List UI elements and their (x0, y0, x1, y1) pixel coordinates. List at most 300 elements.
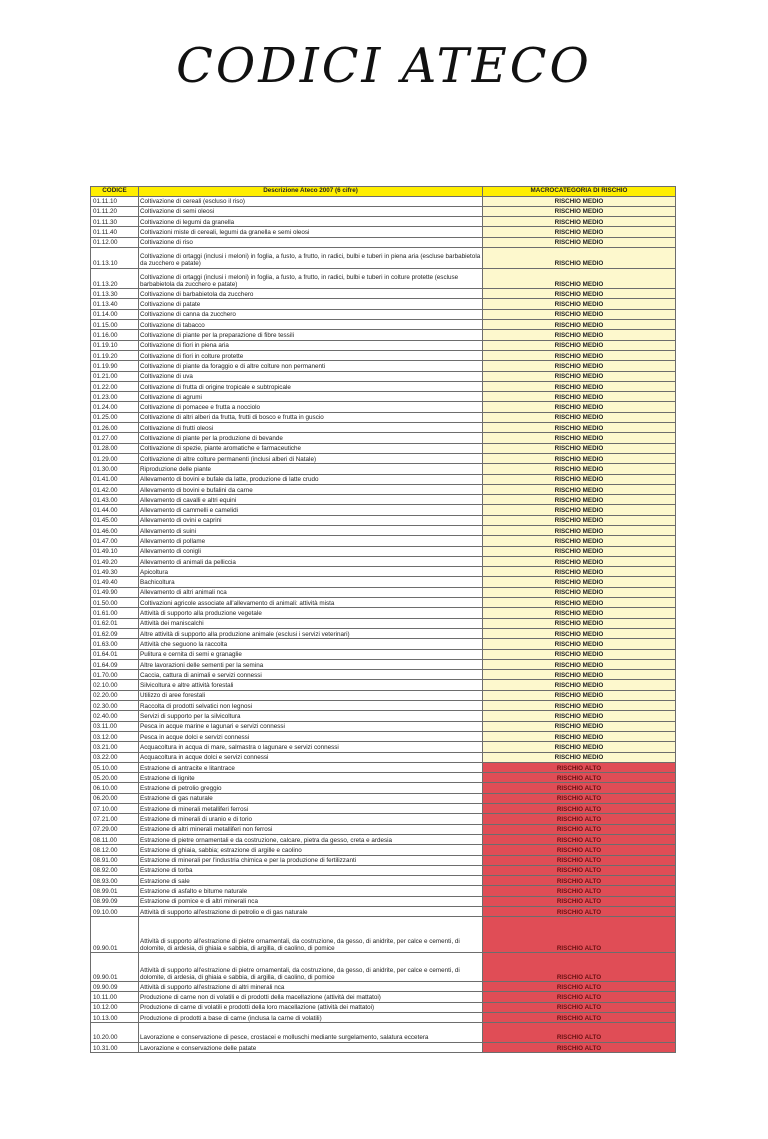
cell-codice: 01.22.00 (91, 381, 139, 391)
table-row (91, 711, 676, 721)
cell-codice: 01.11.30 (91, 217, 139, 227)
cell-codice: 01.29.00 (91, 453, 139, 463)
table-row (91, 742, 676, 752)
cell-rischio: RISCHIO ALTO (483, 1013, 676, 1023)
table-row (91, 289, 676, 299)
cell-codice: 01.25.00 (91, 412, 139, 422)
cell-rischio: RISCHIO MEDIO (483, 320, 676, 330)
cell-codice: 01.61.00 (91, 608, 139, 618)
cell-descrizione: Estrazione di sale (139, 876, 483, 886)
table-row (91, 1002, 676, 1012)
cell-codice: 01.30.00 (91, 464, 139, 474)
table-row (91, 495, 676, 505)
cell-codice: 01.70.00 (91, 670, 139, 680)
cell-rischio: RISCHIO ALTO (483, 773, 676, 783)
cell-rischio: RISCHIO MEDIO (483, 495, 676, 505)
cell-descrizione: Altre attività di supporto alla produzione animale (esclusi i servizi veterinari) (139, 628, 483, 638)
cell-descrizione: Coltivazione di ortaggi (inclusi i meloni) in foglia, a fusto, a frutto, in radici, bulbi e tuberi in colture protette (escluse barbabietola da zucchero e patate) (139, 268, 483, 289)
table-row (91, 639, 676, 649)
cell-descrizione: Coltivazione di tabacco (139, 320, 483, 330)
cell-descrizione: Allevamento di cammelli e camelidi (139, 505, 483, 515)
cell-codice: 01.42.00 (91, 484, 139, 494)
cell-rischio: RISCHIO MEDIO (483, 433, 676, 443)
cell-codice: 08.12.00 (91, 845, 139, 855)
cell-rischio: RISCHIO MEDIO (483, 618, 676, 628)
cell-codice: 01.26.00 (91, 423, 139, 433)
cell-descrizione: Produzione di prodotti a base di carne (inclusa la carne di volatili) (139, 1013, 483, 1023)
table-row (91, 845, 676, 855)
table-row (91, 268, 676, 289)
cell-descrizione: Coltivazione di frutta di origine tropicale e subtropicale (139, 381, 483, 391)
cell-rischio: RISCHIO MEDIO (483, 711, 676, 721)
cell-rischio: RISCHIO MEDIO (483, 371, 676, 381)
cell-rischio: RISCHIO ALTO (483, 886, 676, 896)
cell-rischio: RISCHIO MEDIO (483, 443, 676, 453)
cell-codice: 01.15.00 (91, 320, 139, 330)
table-row (91, 608, 676, 618)
cell-descrizione: Allevamento di conigli (139, 546, 483, 556)
cell-descrizione: Altre lavorazioni delle sementi per la semina (139, 659, 483, 669)
table-row (91, 546, 676, 556)
cell-descrizione: Coltivazione di piante per la produzione di bevande (139, 433, 483, 443)
cell-codice: 08.91.00 (91, 855, 139, 865)
cell-codice: 01.21.00 (91, 371, 139, 381)
cell-rischio: RISCHIO MEDIO (483, 350, 676, 360)
cell-codice: 10.20.00 (91, 1023, 139, 1043)
table-row (91, 536, 676, 546)
cell-rischio: RISCHIO MEDIO (483, 412, 676, 422)
cell-rischio: RISCHIO MEDIO (483, 381, 676, 391)
table-row (91, 1023, 676, 1043)
table-row (91, 577, 676, 587)
table-row (91, 701, 676, 711)
cell-descrizione: Coltivazione di barbabietola da zucchero (139, 289, 483, 299)
cell-descrizione: Attività che seguono la raccolta (139, 639, 483, 649)
cell-codice: 07.10.00 (91, 804, 139, 814)
cell-rischio: RISCHIO MEDIO (483, 402, 676, 412)
table-row (91, 618, 676, 628)
cell-rischio: RISCHIO MEDIO (483, 731, 676, 741)
table-row (91, 886, 676, 896)
table-row (91, 628, 676, 638)
cell-codice: 01.49.90 (91, 587, 139, 597)
table-row (91, 587, 676, 597)
table-row (91, 731, 676, 741)
cell-descrizione: Attività di supporto all'estrazione di pietre ornamentali, da costruzione, da gesso, di anidrite, per calce e cementi, di dolomite, di ardesia, di ghiaia e sabbia, di argilla, di caolino, di pomice (139, 953, 483, 982)
cell-codice: 01.23.00 (91, 392, 139, 402)
cell-descrizione: Attività di supporto all'estrazione di petrolio e di gas naturale (139, 906, 483, 916)
cell-rischio: RISCHIO MEDIO (483, 526, 676, 536)
cell-rischio: RISCHIO MEDIO (483, 670, 676, 680)
table-row (91, 1013, 676, 1023)
cell-descrizione: Bachicoltura (139, 577, 483, 587)
cell-rischio: RISCHIO MEDIO (483, 474, 676, 484)
cell-rischio: RISCHIO MEDIO (483, 309, 676, 319)
cell-codice: 09.90.01 (91, 917, 139, 953)
cell-codice: 06.10.00 (91, 783, 139, 793)
page-title: CODICI ATECO (176, 38, 592, 94)
table-row (91, 464, 676, 474)
cell-codice: 01.64.01 (91, 649, 139, 659)
cell-codice: 08.99.09 (91, 896, 139, 906)
cell-rischio: RISCHIO ALTO (483, 824, 676, 834)
cell-descrizione: Coltivazione di fiori in colture protette (139, 350, 483, 360)
cell-codice: 01.46.00 (91, 526, 139, 536)
table-row (91, 412, 676, 422)
cell-codice: 02.10.00 (91, 680, 139, 690)
cell-descrizione: Utilizzo di aree forestali (139, 690, 483, 700)
cell-descrizione: Pesca in acque dolci e servizi connessi (139, 731, 483, 741)
table-row (91, 320, 676, 330)
cell-rischio: RISCHIO MEDIO (483, 721, 676, 731)
cell-codice: 01.28.00 (91, 443, 139, 453)
cell-rischio: RISCHIO MEDIO (483, 701, 676, 711)
cell-rischio: RISCHIO ALTO (483, 1002, 676, 1012)
cell-descrizione: Coltivazione di altre colture permanenti (inclusi alberi di Natale) (139, 453, 483, 463)
cell-rischio: RISCHIO MEDIO (483, 340, 676, 350)
cell-rischio: RISCHIO ALTO (483, 992, 676, 1002)
cell-codice: 01.43.00 (91, 495, 139, 505)
table-row (91, 474, 676, 484)
cell-rischio: RISCHIO MEDIO (483, 556, 676, 566)
cell-descrizione: Servizi di supporto per la silvicoltura (139, 711, 483, 721)
cell-rischio: RISCHIO MEDIO (483, 196, 676, 206)
table-row (91, 982, 676, 992)
cell-descrizione: Coltivazione di uva (139, 371, 483, 381)
cell-rischio: RISCHIO ALTO (483, 982, 676, 992)
cell-descrizione: Apicoltura (139, 567, 483, 577)
cell-codice: 02.30.00 (91, 701, 139, 711)
cell-descrizione: Attività di supporto alla produzione vegetale (139, 608, 483, 618)
cell-descrizione: Coltivazione di cereali (escluso il riso) (139, 196, 483, 206)
table-row (91, 423, 676, 433)
cell-rischio: RISCHIO MEDIO (483, 237, 676, 247)
cell-rischio: RISCHIO MEDIO (483, 299, 676, 309)
cell-descrizione: Allevamento di bovini e bufalini da carne (139, 484, 483, 494)
cell-codice: 01.49.40 (91, 577, 139, 587)
cell-codice: 01.24.00 (91, 402, 139, 412)
cell-codice: 01.19.10 (91, 340, 139, 350)
cell-descrizione: Pulitura e cernita di semi e granaglie (139, 649, 483, 659)
cell-descrizione: Coltivazione di spezie, piante aromatiche e farmaceutiche (139, 443, 483, 453)
cell-codice: 01.12.00 (91, 237, 139, 247)
cell-descrizione: Coltivazione di frutti oleosi (139, 423, 483, 433)
cell-descrizione: Estrazione di altri minerali metalliferi non ferrosi (139, 824, 483, 834)
cell-rischio: RISCHIO MEDIO (483, 659, 676, 669)
cell-codice: 08.99.01 (91, 886, 139, 896)
cell-descrizione: Estrazione di lignite (139, 773, 483, 783)
cell-rischio: RISCHIO MEDIO (483, 628, 676, 638)
cell-rischio: RISCHIO MEDIO (483, 567, 676, 577)
cell-descrizione: Allevamento di altri animali nca (139, 587, 483, 597)
cell-rischio: RISCHIO ALTO (483, 953, 676, 982)
cell-descrizione: Allevamento di animali da pelliccia (139, 556, 483, 566)
cell-rischio: RISCHIO MEDIO (483, 361, 676, 371)
cell-descrizione: Caccia, cattura di animali e servizi connessi (139, 670, 483, 680)
cell-descrizione: Coltivazione di legumi da granella (139, 217, 483, 227)
cell-descrizione: Acquacoltura in acqua di mare, salmastra o lagunare e servizi connessi (139, 742, 483, 752)
table-row (91, 443, 676, 453)
cell-descrizione: Allevamento di ovini e caprini (139, 515, 483, 525)
cell-descrizione: Coltivazione di ortaggi (inclusi i meloni) in foglia, a fusto, a frutto, in radici, bulbi e tuberi in piena aria (escluse barbabietola da zucchero e patate) (139, 247, 483, 268)
cell-descrizione: Estrazione di antracite e litantrace (139, 762, 483, 772)
cell-rischio: RISCHIO MEDIO (483, 453, 676, 463)
header-codice: CODICE (91, 187, 139, 197)
cell-codice: 07.21.00 (91, 814, 139, 824)
cell-rischio: RISCHIO ALTO (483, 906, 676, 916)
cell-descrizione: Allevamento di suini (139, 526, 483, 536)
table-row (91, 876, 676, 886)
cell-codice: 10.13.00 (91, 1013, 139, 1023)
cell-rischio: RISCHIO MEDIO (483, 206, 676, 216)
table-body (91, 196, 676, 1053)
cell-codice: 01.11.40 (91, 227, 139, 237)
table-row (91, 917, 676, 953)
cell-rischio: RISCHIO MEDIO (483, 680, 676, 690)
table-row (91, 526, 676, 536)
table-row (91, 721, 676, 731)
cell-rischio: RISCHIO MEDIO (483, 227, 676, 237)
cell-codice: 01.13.30 (91, 289, 139, 299)
table-row (91, 752, 676, 762)
cell-rischio: RISCHIO MEDIO (483, 587, 676, 597)
cell-descrizione: Estrazione di minerali di uranio e di torio (139, 814, 483, 824)
table-row (91, 804, 676, 814)
cell-codice: 01.62.09 (91, 628, 139, 638)
table-row (91, 299, 676, 309)
cell-descrizione: Estrazione di pomice e di altri minerali nca (139, 896, 483, 906)
cell-descrizione: Estrazione di gas naturale (139, 793, 483, 803)
cell-codice: 08.92.00 (91, 865, 139, 875)
table-row (91, 227, 676, 237)
table-row (91, 670, 676, 680)
cell-rischio: RISCHIO MEDIO (483, 598, 676, 608)
cell-rischio: RISCHIO ALTO (483, 855, 676, 865)
cell-descrizione: Allevamento di bovini e bufale da latte, produzione di latte crudo (139, 474, 483, 484)
table-row (91, 793, 676, 803)
cell-codice: 01.11.20 (91, 206, 139, 216)
cell-codice: 01.13.20 (91, 268, 139, 289)
cell-rischio: RISCHIO MEDIO (483, 268, 676, 289)
table-row (91, 237, 676, 247)
cell-descrizione: Coltivazione di altri alberi da frutta, frutti di bosco e frutta in guscio (139, 412, 483, 422)
table-row (91, 953, 676, 982)
cell-rischio: RISCHIO MEDIO (483, 505, 676, 515)
cell-descrizione: Estrazione di torba (139, 865, 483, 875)
cell-descrizione: Acquacoltura in acque dolci e servizi connessi (139, 752, 483, 762)
table-row (91, 824, 676, 834)
cell-descrizione: Attività di supporto all'estrazione di pietre ornamentali, da costruzione, da gesso, di anidrite, per calce e cementi, di dolomite, di ardesia, di ghiaia e sabbia, di argilla, di caolino, di pomice (139, 917, 483, 953)
cell-descrizione: Coltivazione di semi oleosi (139, 206, 483, 216)
cell-codice: 02.40.00 (91, 711, 139, 721)
cell-rischio: RISCHIO MEDIO (483, 639, 676, 649)
cell-codice: 01.27.00 (91, 433, 139, 443)
cell-codice: 10.11.00 (91, 992, 139, 1002)
cell-descrizione: Coltivazioni agricole associate all'allevamento di animali: attività mista (139, 598, 483, 608)
table-row (91, 484, 676, 494)
table-row (91, 690, 676, 700)
table-row (91, 309, 676, 319)
cell-rischio: RISCHIO MEDIO (483, 536, 676, 546)
cell-descrizione: Coltivazione di piante da foraggio e di altre colture non permanenti (139, 361, 483, 371)
cell-rischio: RISCHIO ALTO (483, 1023, 676, 1043)
cell-codice: 01.63.00 (91, 639, 139, 649)
table-row (91, 649, 676, 659)
table-row (91, 814, 676, 824)
cell-descrizione: Estrazione di minerali per l'industria chimica e per la produzione di fertilizzanti (139, 855, 483, 865)
cell-codice: 01.19.90 (91, 361, 139, 371)
table-row (91, 196, 676, 206)
table-row (91, 371, 676, 381)
table-row (91, 855, 676, 865)
cell-descrizione: Lavorazione e conservazione di pesce, crostacei e molluschi mediante surgelamento, salatura eccetera (139, 1023, 483, 1043)
cell-descrizione: Allevamento di pollame (139, 536, 483, 546)
cell-descrizione: Pesca in acque marine e lagunari e servizi connessi (139, 721, 483, 731)
cell-rischio: RISCHIO ALTO (483, 762, 676, 772)
cell-codice: 01.14.00 (91, 309, 139, 319)
cell-rischio: RISCHIO MEDIO (483, 484, 676, 494)
cell-codice: 01.45.00 (91, 515, 139, 525)
cell-codice: 09.90.09 (91, 982, 139, 992)
cell-descrizione: Estrazione di ghiaia, sabbia; estrazione di argille e caolino (139, 845, 483, 855)
cell-rischio: RISCHIO MEDIO (483, 742, 676, 752)
cell-codice: 01.13.40 (91, 299, 139, 309)
cell-codice: 08.93.00 (91, 876, 139, 886)
cell-codice: 05.20.00 (91, 773, 139, 783)
cell-codice: 01.13.10 (91, 247, 139, 268)
table-row (91, 433, 676, 443)
cell-codice: 03.22.00 (91, 752, 139, 762)
cell-rischio: RISCHIO ALTO (483, 917, 676, 953)
cell-rischio: RISCHIO MEDIO (483, 752, 676, 762)
cell-descrizione: Coltivazione di canna da zucchero (139, 309, 483, 319)
cell-codice: 01.49.20 (91, 556, 139, 566)
table-row (91, 783, 676, 793)
cell-codice: 05.10.00 (91, 762, 139, 772)
cell-rischio: RISCHIO ALTO (483, 814, 676, 824)
table-row (91, 834, 676, 844)
table-row (91, 217, 676, 227)
cell-codice: 08.11.00 (91, 834, 139, 844)
cell-rischio: RISCHIO MEDIO (483, 247, 676, 268)
cell-descrizione: Produzione di carne di volatili e prodotti della loro macellazione (attività dei mattatoi) (139, 1002, 483, 1012)
cell-rischio: RISCHIO ALTO (483, 845, 676, 855)
cell-rischio: RISCHIO MEDIO (483, 330, 676, 340)
cell-rischio: RISCHIO MEDIO (483, 546, 676, 556)
cell-descrizione: Estrazione di petrolio greggio (139, 783, 483, 793)
cell-descrizione: Coltivazione di piante per la preparazione di fibre tessili (139, 330, 483, 340)
table-row (91, 392, 676, 402)
cell-codice: 01.50.00 (91, 598, 139, 608)
cell-codice: 01.49.10 (91, 546, 139, 556)
table-row (91, 206, 676, 216)
cell-rischio: RISCHIO ALTO (483, 896, 676, 906)
ateco-table (90, 186, 676, 1053)
table-row (91, 762, 676, 772)
table-row (91, 556, 676, 566)
table-row (91, 453, 676, 463)
cell-codice: 01.19.20 (91, 350, 139, 360)
cell-rischio: RISCHIO MEDIO (483, 464, 676, 474)
cell-descrizione: Estrazione di minerali metalliferi ferrosi (139, 804, 483, 814)
cell-rischio: RISCHIO ALTO (483, 834, 676, 844)
cell-codice: 03.21.00 (91, 742, 139, 752)
cell-codice: 09.10.00 (91, 906, 139, 916)
table-header-row (91, 187, 676, 197)
cell-descrizione: Coltivazione di riso (139, 237, 483, 247)
table-row (91, 515, 676, 525)
table-row (91, 567, 676, 577)
cell-codice: 01.64.09 (91, 659, 139, 669)
cell-rischio: RISCHIO ALTO (483, 793, 676, 803)
cell-rischio: RISCHIO MEDIO (483, 392, 676, 402)
cell-rischio: RISCHIO MEDIO (483, 515, 676, 525)
cell-descrizione: Produzione di carne non di volatili e di prodotti della macellazione (attività dei mattatoi) (139, 992, 483, 1002)
cell-codice: 07.29.00 (91, 824, 139, 834)
cell-codice: 01.44.00 (91, 505, 139, 515)
cell-codice: 01.16.00 (91, 330, 139, 340)
cell-descrizione: Coltivazione di fiori in piena aria (139, 340, 483, 350)
cell-descrizione: Raccolta di prodotti selvatici non legnosi (139, 701, 483, 711)
table-row (91, 680, 676, 690)
cell-descrizione: Estrazione di asfalto e bitume naturale (139, 886, 483, 896)
cell-rischio: RISCHIO MEDIO (483, 690, 676, 700)
table-row (91, 330, 676, 340)
table-row (91, 865, 676, 875)
table-row (91, 659, 676, 669)
cell-descrizione: Coltivazione di pomacee e frutta a nocciolo (139, 402, 483, 412)
cell-codice: 10.31.00 (91, 1042, 139, 1052)
cell-codice: 06.20.00 (91, 793, 139, 803)
table-row (91, 598, 676, 608)
cell-codice: 03.12.00 (91, 731, 139, 741)
cell-rischio: RISCHIO MEDIO (483, 608, 676, 618)
cell-codice: 01.62.01 (91, 618, 139, 628)
cell-rischio: RISCHIO MEDIO (483, 217, 676, 227)
table-row (91, 350, 676, 360)
table-row (91, 992, 676, 1002)
table-row (91, 381, 676, 391)
cell-codice: 01.41.00 (91, 474, 139, 484)
cell-rischio: RISCHIO ALTO (483, 783, 676, 793)
cell-rischio: RISCHIO MEDIO (483, 649, 676, 659)
cell-codice: 01.49.30 (91, 567, 139, 577)
cell-codice: 09.90.01 (91, 953, 139, 982)
cell-descrizione: Riproduzione delle piante (139, 464, 483, 474)
header-macrocategoria: MACROCATEGORIA DI RISCHIO (483, 187, 676, 197)
cell-codice: 02.20.00 (91, 690, 139, 700)
cell-rischio: RISCHIO MEDIO (483, 577, 676, 587)
cell-descrizione: Attività dei maniscalchi (139, 618, 483, 628)
cell-descrizione: Allevamento di cavalli e altri equini (139, 495, 483, 505)
table-row (91, 247, 676, 268)
cell-rischio: RISCHIO ALTO (483, 865, 676, 875)
table-row (91, 1042, 676, 1052)
cell-codice: 01.11.10 (91, 196, 139, 206)
cell-descrizione: Estrazione di pietre ornamentali e da costruzione, calcare, pietra da gesso, creta e ardesia (139, 834, 483, 844)
cell-codice: 01.47.00 (91, 536, 139, 546)
cell-descrizione: Coltivazione di agrumi (139, 392, 483, 402)
cell-descrizione: Coltivazioni miste di cereali, legumi da granella e semi oleosi (139, 227, 483, 237)
table-row (91, 896, 676, 906)
cell-descrizione: Lavorazione e conservazione delle patate (139, 1042, 483, 1052)
cell-descrizione: Silvicoltura e altre attività forestali (139, 680, 483, 690)
cell-rischio: RISCHIO MEDIO (483, 289, 676, 299)
cell-descrizione: Attività di supporto all'estrazione di altri minerali nca (139, 982, 483, 992)
header-descrizione: Descrizione Ateco 2007 (6 cifre) (139, 187, 483, 197)
cell-rischio: RISCHIO MEDIO (483, 423, 676, 433)
table-row (91, 361, 676, 371)
